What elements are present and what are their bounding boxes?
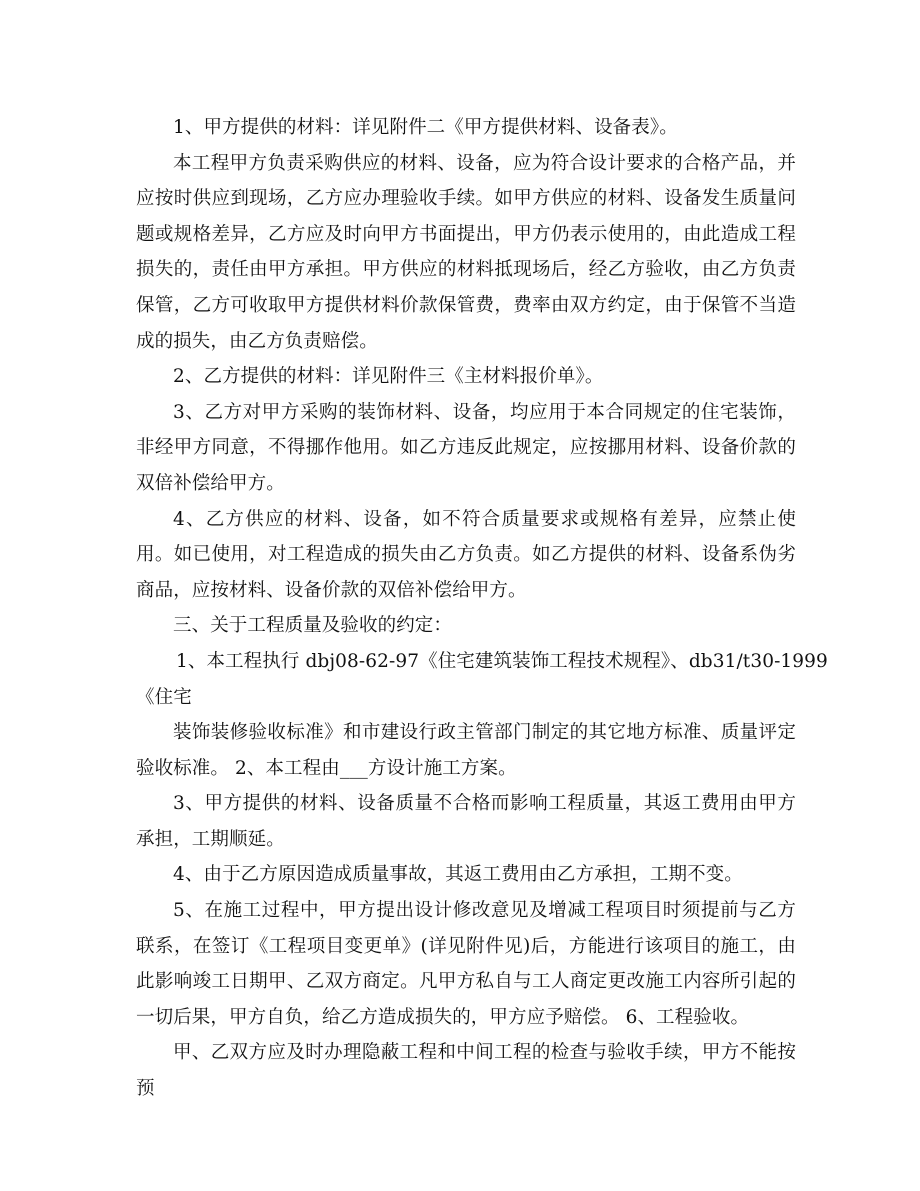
section-heading-quality: 三、关于工程质量及验收的约定： — [173, 615, 453, 637]
paragraph-8: 5、在施工过程中，甲方提出设计修改意见及增减工程项目时须提前与乙方联系，在签订《工程项目变更单》(详见附件见)后，方能进行该项目的施工，由此影响竣工日期甲、乙双方商定。凡甲方私自与工人商定更改施工内容所引起的一切后果，甲方自负，给乙方造成损失的，甲方应予赔偿。 6、工程验收。 — [136, 900, 796, 1028]
document-body — [136, 110, 828, 1107]
standards-paragraph: 装饰装修验收标准》和市建设行政主管部门制定的其它地方标准、质量评定验收标准。 2、本工程由___方设计施工方案。 — [136, 722, 796, 779]
standards-line-1: 1、本工程执行 dbj08-62-97《住宅建筑装饰工程技术规程》、db31/t30-1999 — [176, 650, 828, 672]
paragraph-9: 甲、乙双方应及时办理隐蔽工程和中间工程的检查与验收手续，甲方不能按预 — [136, 1042, 796, 1100]
paragraph-6: 3、甲方提供的材料、设备质量不合格而影响工程质量，其返工费用由甲方承担，工期顺延。 — [136, 793, 796, 850]
paragraph-4: 3、乙方对甲方采购的装饰材料、设备，均应用于本合同规定的住宅装饰，非经甲方同意，不得挪作他用。如乙方违反此规定，应按挪用材料、设备价款的双倍补偿给甲方。 — [136, 401, 796, 494]
paragraph-2: 本工程甲方负责采购供应的材料、设备，应为符合设计要求的合格产品，并应按时供应到现场，乙方应办理验收手续。如甲方供应的材料、设备发生质量问题或规格差异，乙方应及时向甲方书面提出，甲方仍表示使用的，由此造成工程损失的，责任由甲方承担。甲方供应的材料抵现场后，经乙方验收，由乙方负责保管，乙方可收取甲方提供材料价款保管费，费率由双方约定，由于保管不当造成的损失，由乙方负责赔偿。 — [136, 152, 796, 352]
paragraph-1: 1、甲方提供的材料：详见附件二《甲方提供材料、设备表》。 — [173, 117, 678, 138]
paragraph-5: 4、乙方供应的材料、设备，如不符合质量要求或规格有差异，应禁止使用。如已使用，对工程造成的损失由乙方负责。如乙方提供的材料、设备系伪劣商品，应按材料、设备价款的双倍补偿给甲方。 — [136, 508, 796, 601]
paragraph-3: 2、乙方提供的材料：详见附件三《主材料报价单》。 — [173, 366, 604, 388]
standards-line-2: 《住宅 — [136, 686, 192, 708]
paragraph-7: 4、由于乙方原因造成质量事故，其返工费用由乙方承担，工期不变。 — [173, 864, 743, 886]
